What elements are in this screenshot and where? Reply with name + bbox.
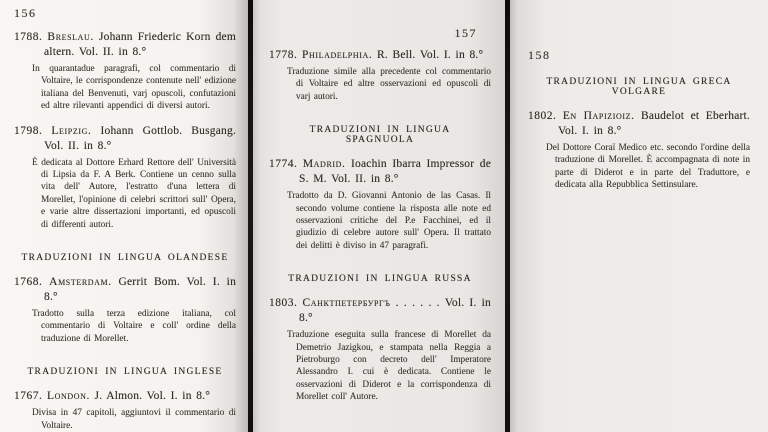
entry-title: . . . . . . Vol. I. in 8.° — [299, 297, 491, 325]
entry-place: Leipzig. — [51, 124, 92, 137]
entry-year: 1767. — [14, 390, 43, 403]
entry-year: 1803. — [269, 297, 298, 310]
entry-annotation: Tradotto da D. Giovanni Antonio de las Casas. Il secondo volume contiene la risposta alle note ed osservazioni critiche del P.e Facchinei, ed il giudizio di celebre autore sull' Opera. Il trattato dei delitti è diviso in 47 paragrafi. — [287, 191, 491, 251]
section-heading-spagnuola: TRADUZIONI IN LINGUA SPAGNUOLA — [309, 125, 451, 146]
entry-annotation: Tradotto sulla terza edizione italiana, col commentario di Voltaire e coll' ordine della traduzione di Morellet. — [32, 309, 236, 344]
entry-1788-breslau — [14, 30, 236, 113]
entry-annotation: Divisa in 47 capitoli, aggiuntovi il commentario di Voltaire. — [32, 408, 236, 431]
entry-place: En Παριζιοιζ. — [562, 110, 635, 122]
entry-title: Ioachin Ibarra Impressor de S. M. Vol. II. in 8.° — [299, 158, 491, 186]
entry-year: 1802. — [528, 110, 557, 122]
section-heading-olandese: TRADUZIONI IN LINGUA OLANDESE — [21, 253, 229, 264]
entry-head — [269, 157, 491, 187]
entry-place: Breslau. — [47, 31, 94, 43]
entry-1802-paris — [528, 109, 750, 192]
page-number: 158 — [528, 48, 551, 62]
entry-annotation: È dedicata al Dottore Erhard Rettore dell' Università di Lipsia da F. A Berk. Contiene un cenno sulla vita dell' Autore, l'estratto d'una lettera di Morellet, l'opinione di celebri scrittori sull' Opera, e varie altre dissertazioni importanti, ed opuscoli di differenti autori. — [32, 157, 236, 230]
page-157 — [253, 0, 505, 432]
entry-year: 1788. — [14, 31, 43, 43]
entry-annotation: In quarantadue paragrafi, col commentario di Voltaire, le corrispondenze contenute nell' edizione italiana del Benvenuti, varj opuscoli, confutazioni ed altre rilevanti appendici di diversi autori. — [32, 64, 236, 112]
entry-title: J. Almon. Vol. I. in 8.° — [94, 390, 211, 403]
entry-year: 1798. — [14, 124, 43, 137]
entry-head — [269, 296, 491, 326]
entry-1803-sanktpeterburg — [269, 296, 491, 403]
entry-1768-amsterdam — [14, 275, 236, 345]
entry-head — [528, 109, 750, 139]
entry-head — [14, 275, 236, 305]
entry-head — [14, 124, 236, 154]
section-heading-greca-volgare: TRADUZIONI IN LINGUA GRECA VOLGARE — [546, 77, 732, 97]
entry-title: Iohann Gottlob. Busgang. Vol. II. in 8.° — [44, 124, 236, 152]
entry-place: Санктпетербургъ — [302, 297, 391, 310]
entry-head — [14, 389, 236, 404]
section-heading-inglese: TRADUZIONI IN LINGUA INGLESE — [27, 367, 223, 378]
entry-year: 1778. — [269, 49, 298, 61]
entry-annotation: Del Dottore Coraï Medico etc. secondo l'ordine della traduzione di Morellet. È accompagnata di note in parte di Diderot e in parte del Traduttore, e dedicata alla Repubblica Settinsulare. — [546, 143, 750, 191]
section-heading-russa: TRADUZIONI IN LINGUA RUSSA — [288, 274, 472, 285]
entry-head — [14, 30, 236, 60]
entry-place: Amsterdam. — [49, 276, 112, 289]
entry-title: Johann Friederic Korn dem altern. Vol. II. in 8.° — [44, 31, 236, 58]
page-158 — [510, 0, 768, 432]
page-number: 156 — [14, 6, 37, 20]
entry-1778-philadelphia — [269, 48, 491, 103]
entry-year: 1768. — [14, 276, 43, 289]
entry-year: 1774. — [269, 158, 298, 171]
entry-1798-leipzig — [14, 124, 236, 231]
entry-place: London. — [46, 390, 90, 403]
page-156 — [0, 0, 248, 432]
entry-head — [269, 48, 491, 63]
entry-place: Philadelphia. — [301, 49, 373, 61]
entry-place: Madrid. — [302, 158, 346, 171]
page-number: 157 — [454, 26, 477, 40]
entry-1774-madrid — [269, 157, 491, 252]
entry-annotation: Traduzione simile alla precedente col commentario di Voltaire ed altre osservazioni ed opuscoli di varj autori. — [287, 67, 491, 102]
entry-title: R. Bell. Vol. I. in 8.° — [376, 49, 484, 61]
entry-annotation: Traduzione eseguita sulla francese di Morellet da Demetrio Jazigkou, e stampata nella Reggia a Pietroburgo con decreto dell' Imperatore Alessandro I. cui è dedicata. Contiene le osservazioni di Diderot e la corrispondenza di Morellet coll' Autore. — [287, 330, 491, 403]
entry-title: Gerrit Bom. Vol. I. in 8.° — [44, 276, 237, 304]
entry-title: Baudelot et Eberhart. Vol. I. in 8.° — [558, 110, 750, 137]
entry-1767-london — [14, 389, 236, 432]
